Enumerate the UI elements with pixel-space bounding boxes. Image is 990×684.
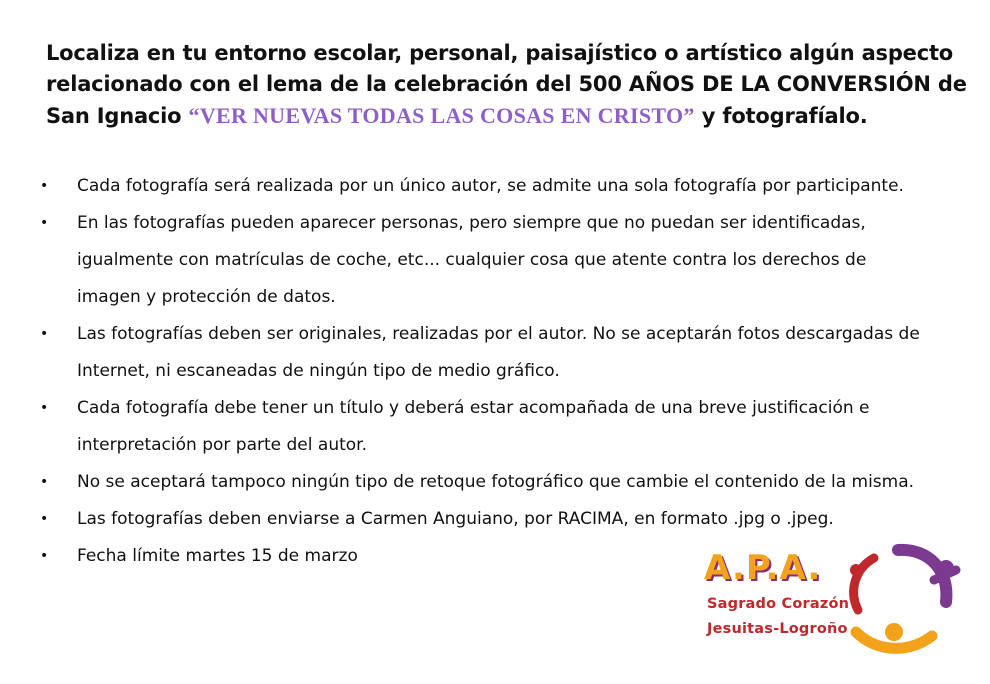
rule-text-line: Las fotografías deben enviarse a Carmen Anguiano, por RACIMA, en formato .jpg o .jpeg. [77, 509, 834, 529]
rule-text-line: imagen y protección de datos. [77, 287, 336, 307]
logo-school-city: Jesuitas-Logroño [707, 621, 848, 637]
rule-text-line: Fecha límite martes 15 de marzo [77, 546, 358, 566]
bullet-point: • [40, 178, 49, 194]
apa-logo [698, 540, 963, 665]
heading-line-1: Localiza en tu entorno escolar, personal, paisajístico o artístico algún aspecto [46, 41, 954, 65]
heading-line-3-suffix: y fotografíalo. [694, 104, 868, 128]
rules-list [36, 168, 936, 575]
rule-text-line: Cada fotografía debe tener un título y deberá estar acompañada de una breve justificación e [77, 398, 870, 418]
rule-text-line: Las fotografías deben ser originales, realizadas por el autor. No se aceptarán fotos descargadas de [77, 324, 920, 344]
page-heading [46, 38, 976, 132]
logo-red-head [850, 564, 862, 576]
rule-text-line: interpretación por parte del autor. [77, 435, 367, 455]
rule-item [36, 205, 936, 316]
logo-school-name: Sagrado Corazón [707, 596, 850, 612]
bullet-point: • [40, 474, 49, 490]
rule-item [36, 316, 936, 390]
bullet-point: • [40, 326, 49, 342]
bullet-point: • [40, 400, 49, 416]
rule-item [36, 501, 936, 538]
logo-acronym: A.P.A. [704, 548, 822, 588]
bullet-point: • [40, 548, 49, 564]
rule-item [36, 390, 936, 464]
rule-text-line: No se aceptará tampoco ningún tipo de retoque fotográfico que cambie el contenido de la misma. [77, 472, 915, 492]
bullet-point: • [40, 511, 49, 527]
rule-text-line: Cada fotografía será realizada por un único autor, se admite una sola fotografía por participante. [77, 176, 904, 196]
rule-item [36, 464, 936, 501]
heading-line-3-prefix: San Ignacio [46, 104, 189, 128]
rule-item [36, 168, 936, 205]
people-circle-icon [838, 540, 963, 665]
logo-purple-head [938, 560, 954, 576]
celebration-motto: “VER NUEVAS TODAS LAS COSAS EN CRISTO” [188, 103, 695, 128]
rule-text-line: igualmente con matrículas de coche, etc... cualquier cosa que atente contra los derechos de [77, 250, 867, 270]
rule-text-line: Internet, ni escaneadas de ningún tipo de medio gráfico. [77, 361, 560, 381]
heading-line-3 [46, 100, 976, 132]
logo-orange-head [885, 623, 903, 641]
heading-line-2: relacionado con el lema de la celebración del 500 AÑOS DE LA CONVERSIÓN de [46, 72, 967, 96]
bullet-point: • [40, 215, 49, 231]
rule-text-line: En las fotografías pueden aparecer personas, pero siempre que no puedan ser identificadas, [77, 213, 866, 233]
